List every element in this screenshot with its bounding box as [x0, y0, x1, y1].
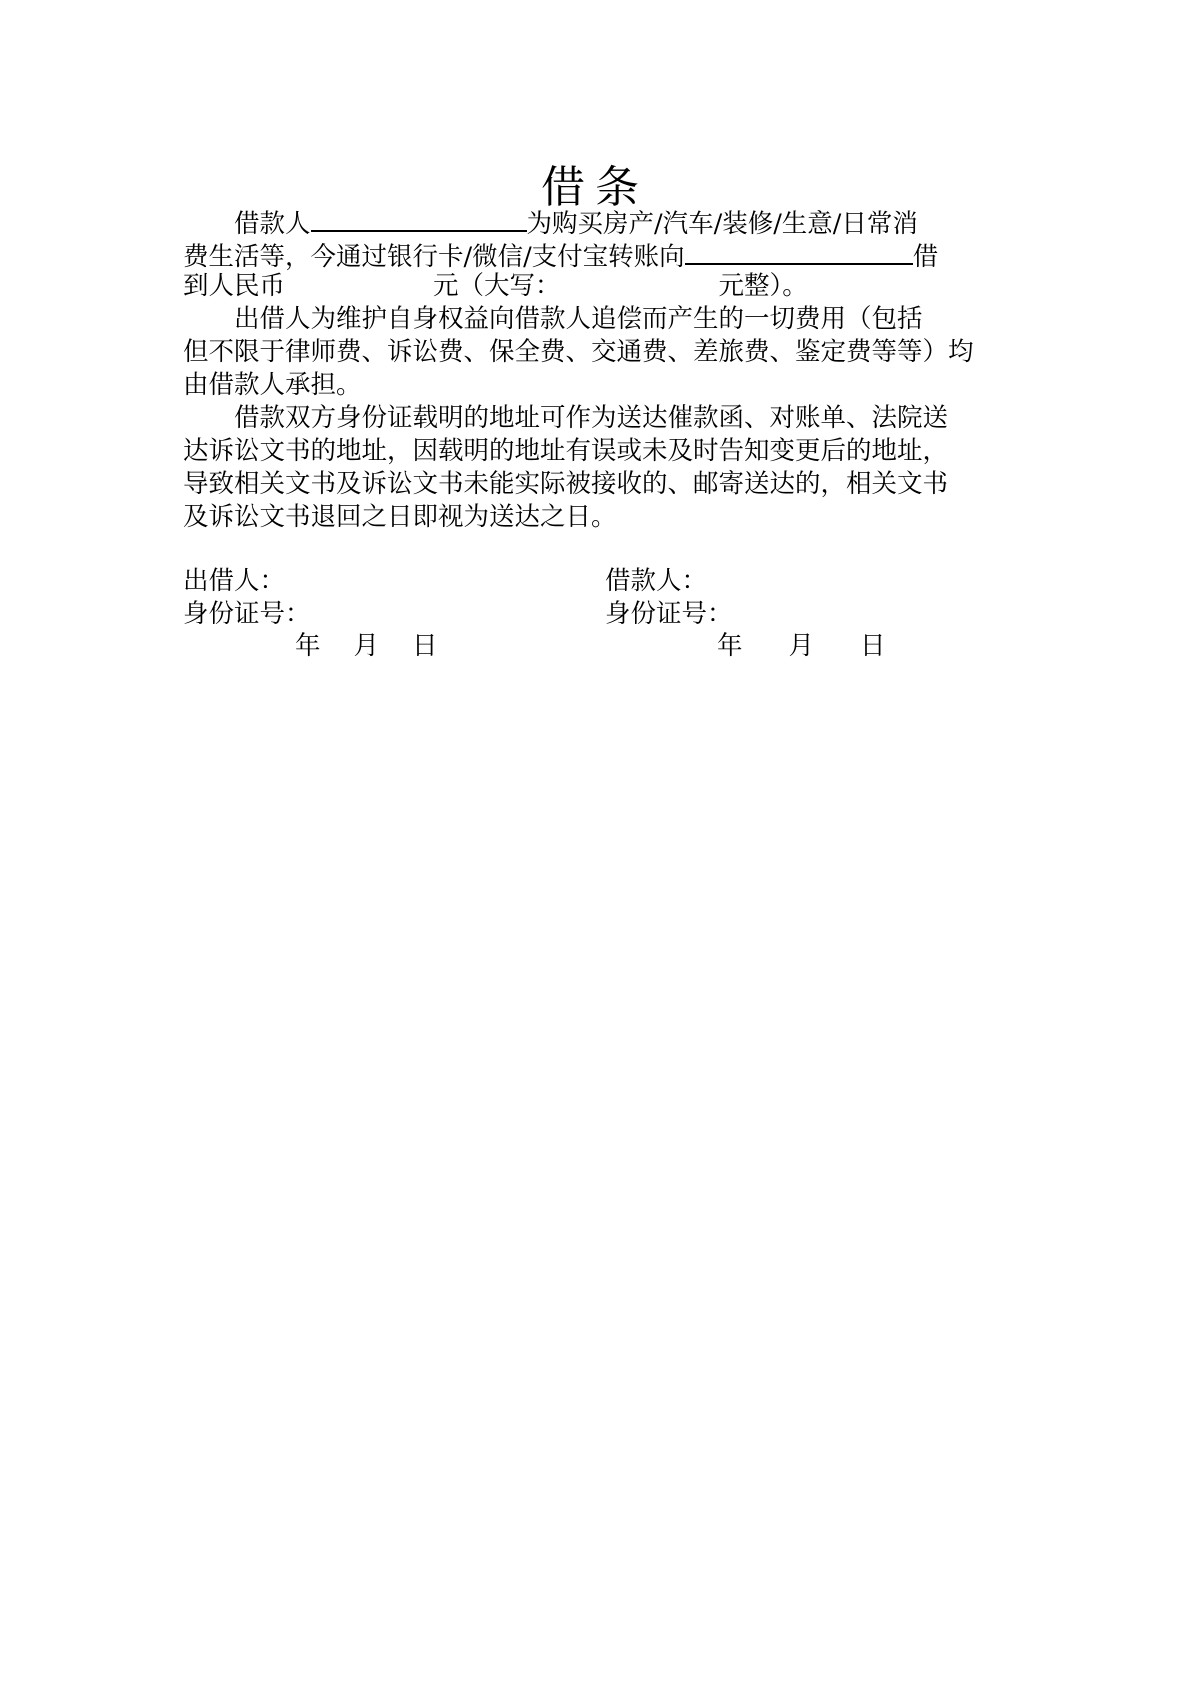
loan-purpose-text: 为购买房产/汽车/装修/生意/日常消 — [526, 209, 918, 239]
borrower-id-label: 身份证号： — [605, 599, 733, 629]
lender-name-blank[interactable] — [685, 237, 913, 265]
borrower-date-month: 月 — [788, 631, 815, 661]
lender-date-month: 月 — [353, 631, 380, 661]
lender-signature-label: 出借人： — [183, 566, 286, 596]
amount-end-text: 元整）。 — [718, 271, 808, 301]
borrower-date-day: 日 — [860, 631, 886, 661]
para3-line2: 达诉讼文书的地址，因载明的地址有误或未及时告知变更后的地址， — [183, 436, 949, 466]
borrower-name-blank[interactable] — [311, 204, 527, 232]
lender-date-day: 日 — [412, 631, 438, 661]
para1-line2 — [183, 237, 938, 274]
borrower-label-inline: 借款人 — [234, 209, 311, 239]
rmb-text: 到人民币 — [183, 271, 286, 301]
lender-date-year: 年 — [295, 631, 321, 661]
amount-capital-text: 元（大写： — [433, 271, 561, 301]
para3-line3: 导致相关文书及诉讼文书未能实际被接收的、邮寄送达的，相关文书 — [183, 469, 949, 499]
transfer-method-text: 费生活等，今通过银行卡/微信/支付宝转账向 — [183, 242, 685, 272]
para2-line1: 出借人为维护自身权益向借款人追偿而产生的一切费用（包括 — [234, 304, 923, 334]
para1-line3 — [183, 270, 808, 303]
para2-line2: 但不限于律师费、诉讼费、保全费、交通费、差旅费、鉴定费等等）均 — [183, 337, 974, 367]
para3-line4: 及诉讼文书退回之日即视为送达之日。 — [183, 502, 617, 532]
lender-date — [295, 630, 438, 663]
para3-line1: 借款双方身份证载明的地址可作为送达催款函、对账单、法院送 — [234, 403, 949, 433]
lender-id-label: 身份证号： — [183, 599, 311, 629]
borrower-signature-label: 借款人： — [605, 566, 708, 596]
borrower-date-year: 年 — [717, 631, 743, 661]
document-title: 借条 — [541, 162, 649, 213]
borrow-text: 借 — [912, 242, 939, 272]
borrower-date — [717, 630, 886, 663]
para2-line3: 由借款人承担。 — [183, 370, 362, 400]
para1-line1 — [183, 204, 918, 241]
